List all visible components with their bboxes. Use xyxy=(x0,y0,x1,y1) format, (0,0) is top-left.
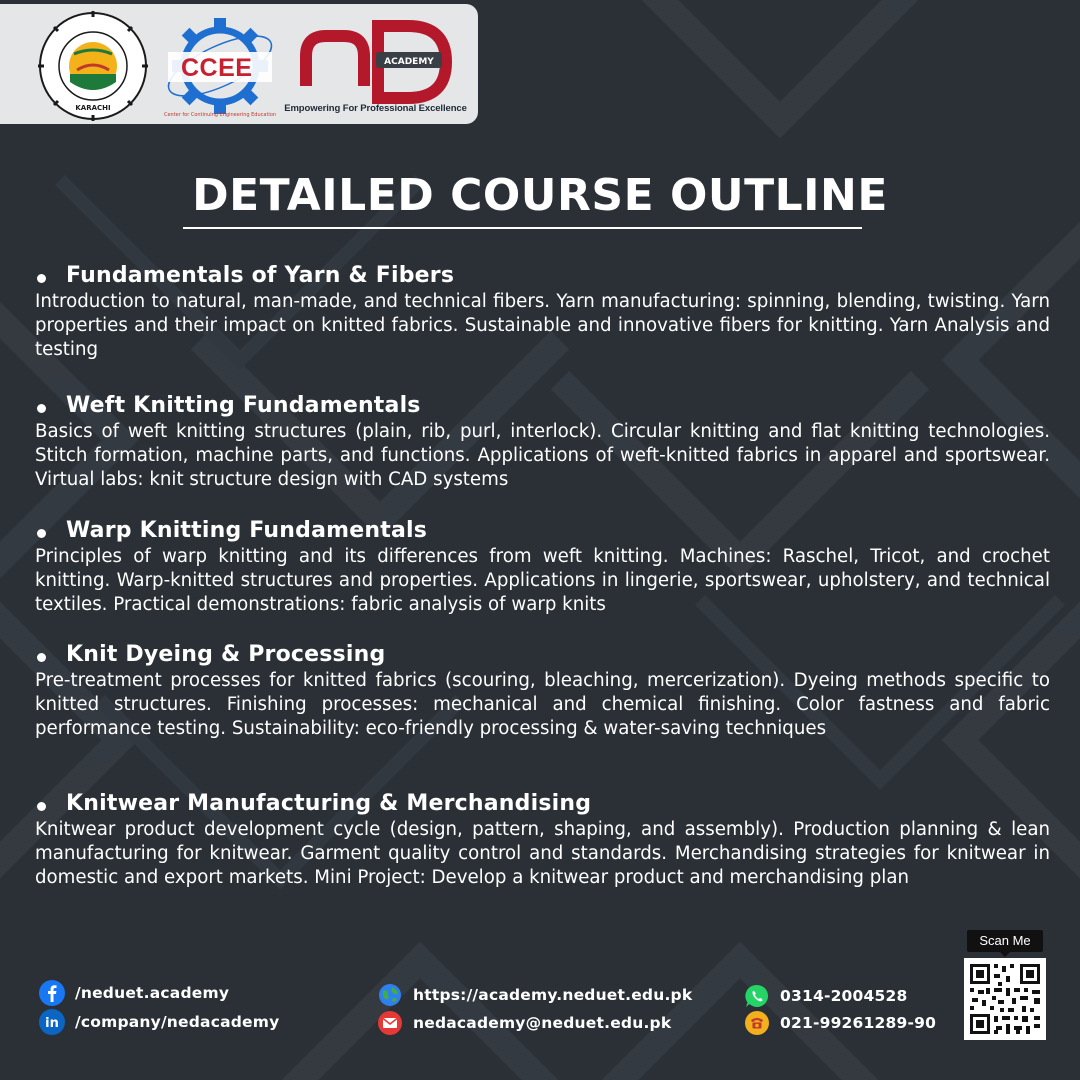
whatsapp-number: 0314-2004528 xyxy=(780,987,908,1005)
section-body: Pre-treatment processes for knitted fabrics (scouring, bleaching, mercerization). Dyeing methods specific to knitted structures. Finishing processes: mechanical and chemical finishing. Color fastness and fabric performance testing. Sustainability: eco-friendly processing & water-saving techniques xyxy=(35,670,1050,739)
ccee-wordmark: CCEE xyxy=(181,54,253,82)
section-title: Knitwear Manufacturing & Merchandising xyxy=(66,791,592,816)
ned-academy-badge: ACADEMY xyxy=(384,57,434,67)
linkedin-link[interactable] xyxy=(38,1008,279,1036)
facebook-link[interactable] xyxy=(38,979,229,1007)
facebook-icon xyxy=(38,979,66,1007)
scan-me-label: Scan Me xyxy=(967,930,1043,952)
section-knit-dyeing xyxy=(35,641,1050,741)
bullet xyxy=(37,274,46,283)
website-link[interactable] xyxy=(376,981,692,1009)
bullet xyxy=(37,529,46,538)
section-knitwear-manufacturing xyxy=(35,790,1050,890)
linkedin-handle: /company/nedacademy xyxy=(75,1013,280,1031)
section-yarn-fibers xyxy=(35,262,1050,362)
facebook-handle: /neduet.academy xyxy=(75,984,230,1002)
bullet xyxy=(37,802,46,811)
email-address: nedacademy@neduet.edu.pk xyxy=(413,1014,672,1032)
whatsapp-link[interactable] xyxy=(743,982,907,1010)
email-icon xyxy=(376,1009,404,1037)
section-title: Warp Knitting Fundamentals xyxy=(66,518,428,543)
logo-strip xyxy=(0,4,478,124)
globe-icon xyxy=(376,981,404,1009)
linkedin-icon xyxy=(38,1008,66,1036)
bullet xyxy=(37,404,46,413)
scan-me-pointer xyxy=(999,951,1011,957)
telephone-icon xyxy=(743,1009,771,1037)
neduet-seal-logo xyxy=(32,10,154,122)
section-body: Principles of warp knitting and its differences from weft knitting. Machines: Raschel, Tricot, and crochet knitting. Warp-knitted structures and properties. Applications in lingerie, sportswear, upholstery, and technical textiles. Practical demonstrations: fabric analysis of warp knits xyxy=(35,546,1050,615)
telephone-link[interactable] xyxy=(743,1009,936,1037)
bullet xyxy=(37,653,46,662)
qr-code[interactable] xyxy=(964,958,1046,1040)
section-title: Weft Knitting Fundamentals xyxy=(66,393,421,418)
page-title: DETAILED COURSE OUTLINE xyxy=(192,170,888,221)
website-url: https://academy.neduet.edu.pk xyxy=(413,986,693,1004)
section-title: Fundamentals of Yarn & Fibers xyxy=(66,263,455,288)
neduet-city: KARACHI xyxy=(75,104,111,112)
title-underline xyxy=(183,227,862,229)
section-weft-knitting xyxy=(35,392,1050,492)
ccee-subtitle: Center for Continuing Engineering Education xyxy=(163,112,277,118)
section-body: Knitwear product development cycle (design, pattern, shaping, and assembly). Production planning & lean manufacturing for knitwear. Garment quality control and standards. Merchandising strategies for knitwear in domestic and export markets. Mini Project: Develop a knitwear product and merchandising plan xyxy=(35,819,1050,888)
telephone-number: 021-99261289-90 xyxy=(780,1014,937,1032)
section-warp-knitting xyxy=(35,517,1050,617)
svg-text:in: in xyxy=(45,1016,59,1031)
ned-tagline: Empowering For Professional Excellence xyxy=(284,103,467,114)
email-link[interactable] xyxy=(376,1009,671,1037)
whatsapp-icon xyxy=(743,982,771,1010)
section-title: Knit Dyeing & Processing xyxy=(66,642,386,667)
section-body: Introduction to natural, man-made, and technical fibers. Yarn manufacturing: spinning, blending, twisting. Yarn properties and their impact on knitted fabrics. Sustainable and innovative fibers for knitting. Yarn Analysis and testing xyxy=(35,291,1050,360)
section-body: Basics of weft knitting structures (plain, rib, purl, interlock). Circular knitting and flat knitting technologies. Stitch formation, machine parts, and functions. Applications of weft-knitted fabrics in apparel and sportswear. Virtual labs: knit structure design with CAD systems xyxy=(35,421,1050,490)
